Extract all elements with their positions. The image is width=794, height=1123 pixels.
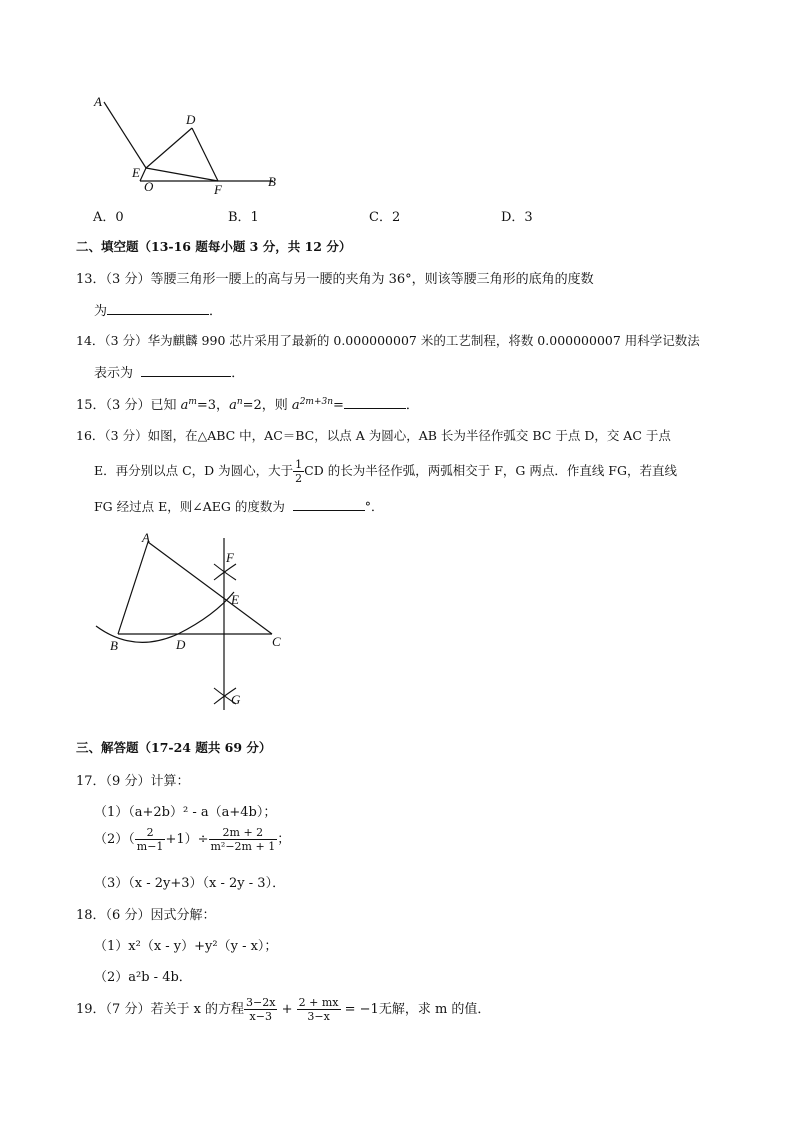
q17-part2 <box>94 826 290 853</box>
section-title-solutions: 三、解答题（17-24 题共 69 分） <box>76 740 272 755</box>
q19-plus: + <box>281 1002 293 1017</box>
label-G2: G <box>231 692 241 707</box>
q17-f1-num: 2 <box>135 826 166 840</box>
q17-part3: （3）（x - 2y+3）（x - 2y - 3）． <box>94 876 286 891</box>
label-E: E <box>132 165 140 180</box>
q15-exp-n: n <box>236 397 243 407</box>
q14-line2 <box>94 362 244 381</box>
label-C2: C <box>272 634 281 649</box>
q18-part2: （2）a²b - 4b． <box>94 970 192 985</box>
q15-suffix: ． <box>405 398 419 413</box>
q15-line <box>76 394 419 413</box>
q16-frac-num: 1 <box>295 458 303 471</box>
q19-f1-num: 3−2x <box>246 996 276 1009</box>
q17-f1-den: m−1 <box>136 840 164 853</box>
label-E2: E <box>231 592 239 607</box>
q17-p2-end: ； <box>277 832 291 847</box>
q14-answer-blank[interactable] <box>141 363 231 377</box>
q16-line2 <box>94 458 677 485</box>
q17-frac1 <box>135 826 166 853</box>
q15-eq3: = <box>333 398 344 413</box>
q16-fraction-half <box>293 458 304 485</box>
q17-f2-den: m²−2m + 1 <box>210 840 276 853</box>
label-B: B <box>268 174 276 189</box>
q15-var-a2: a <box>229 398 237 413</box>
q15-exp-2m3n: 2m+3n <box>299 397 334 407</box>
q19-post: = −1无解，求 m 的值． <box>344 1002 491 1017</box>
q14-suffix: ． <box>231 366 245 381</box>
q15-eq1: =3， <box>196 398 230 413</box>
q16-line2-post: CD 的长为半径作弧，两弧相交于 F，G 两点．作直线 FG，若直线 <box>304 463 677 478</box>
q19-f2-num: 2 + mx <box>298 996 339 1009</box>
q15-eq2: =2，则 <box>242 398 292 413</box>
q19-frac2 <box>297 996 341 1023</box>
q16-line3-pre: FG 经过点 E，则∠AEG 的度数为 <box>94 499 285 514</box>
q16-frac-den: 2 <box>295 472 303 485</box>
label-F: F <box>214 182 222 197</box>
q13-line1: 13．（3 分）等腰三角形一腰上的高与另一腰的夹角为 36°，则该等腰三角形的底角的度数 <box>76 272 594 287</box>
label-F2: F <box>226 550 234 565</box>
figure-angle-diagram <box>88 90 288 200</box>
q17-p2-mid: +1）÷ <box>165 832 209 847</box>
q18-head: 18．（6 分）因式分解： <box>76 908 216 923</box>
q16-answer-blank[interactable] <box>293 497 365 511</box>
q15-prefix: 15．（3 分）已知 <box>76 398 181 413</box>
q19-line <box>76 996 490 1023</box>
q18-part1: （1）x²（x - y）+y²（y - x）； <box>94 939 278 954</box>
q13-answer-blank[interactable] <box>107 301 209 315</box>
option-c: C．2 <box>369 210 401 225</box>
q16-line3-post: °． <box>364 499 384 514</box>
q16-line2-pre: E．再分别以点 C，D 为圆心，大于 <box>94 463 294 478</box>
q17-p2-label: （2）（ <box>94 832 135 847</box>
q17-head: 17．（9 分）计算： <box>76 774 190 789</box>
q16-line1: 16．（3 分）如图，在△ABC 中，AC＝BC，以点 A 为圆心，AB 长为半径作弧交 BC 于点 D，交 AC 于点 <box>76 428 671 443</box>
q15-var-a: a <box>180 398 189 413</box>
q16-line3 <box>94 497 384 515</box>
option-b: B．1 <box>228 210 259 225</box>
q13-prefix: 为 <box>94 304 108 319</box>
q13-suffix: ． <box>209 304 223 319</box>
q19-f2-den: 3−x <box>307 1010 330 1023</box>
q14-line1: 14．（3 分）华为麒麟 990 芯片采用了最新的 0.000000007 米的工艺制程，将数 0.000000007 用科学记数法 <box>76 333 700 348</box>
q15-var-a3: a <box>291 398 300 413</box>
q15-exp-m: m <box>188 397 197 407</box>
q17-f2-num: 2m + 2 <box>209 826 278 840</box>
q19-frac1 <box>244 996 277 1023</box>
label-D2: D <box>176 637 186 652</box>
section-title-fill-blank: 二、填空题（13-16 题每小题 3 分，共 12 分） <box>76 239 352 254</box>
label-B2: B <box>110 638 118 653</box>
q14-prefix: 表示为 <box>94 366 134 381</box>
q19-f1-den: x−3 <box>249 1010 272 1023</box>
label-D: D <box>186 112 196 127</box>
label-O: O <box>144 179 154 194</box>
q13-line2 <box>94 300 222 319</box>
figure-triangle-construction <box>94 528 294 718</box>
label-A2: A <box>142 530 150 545</box>
label-A: A <box>94 94 102 109</box>
q15-answer-blank[interactable] <box>344 395 406 409</box>
q17-part1: （1）（a+2b）² - a（a+4b）； <box>94 805 277 820</box>
option-a: A．0 <box>93 210 124 225</box>
q19-pre: 19．（7 分）若关于 x 的方程 <box>76 1002 245 1017</box>
q17-frac2 <box>209 826 278 853</box>
option-d: D．3 <box>501 210 533 225</box>
